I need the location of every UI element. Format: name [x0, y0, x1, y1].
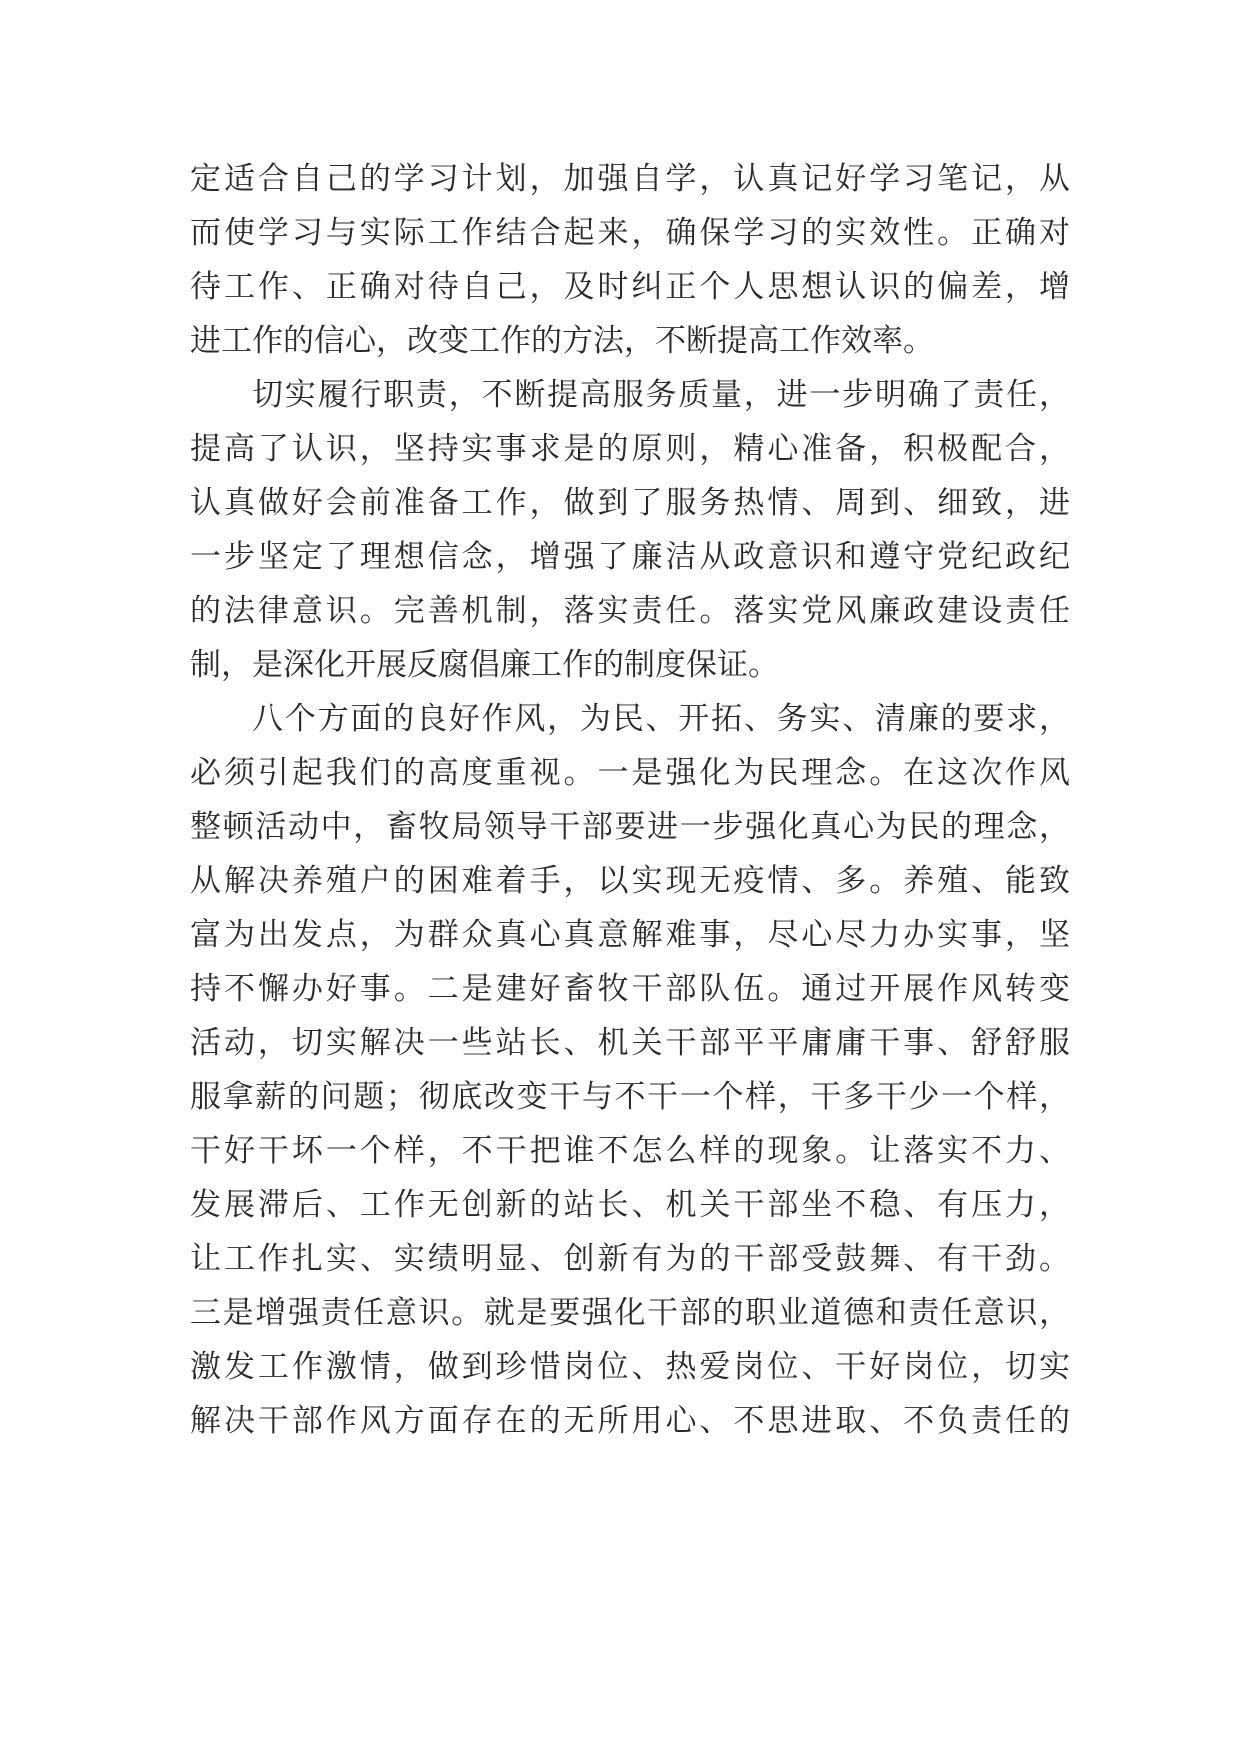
text-line: 制，是深化开展反腐倡廉工作的制度保证。	[190, 647, 779, 683]
paragraph-2	[190, 368, 1070, 692]
paragraph-3	[190, 692, 1070, 1448]
text-line: 必须引起我们的高度重视。一是强化为民理念。在这次作风	[190, 755, 1070, 791]
text-line: 让工作扎实、实绩明显、创新有为的干部受鼓舞、有干劲。	[190, 1241, 1070, 1277]
body-text	[190, 152, 1070, 1448]
text-line: 提高了认识，坚持实事求是的原则，精心准备，积极配合，	[190, 431, 1070, 467]
text-line: 的法律意识。完善机制，落实责任。落实党风廉政建设责任	[190, 593, 1070, 629]
text-line: 富为出发点，为群众真心真意解难事，尽心尽力办实事，坚	[190, 917, 1070, 953]
text-line: 进工作的信心，改变工作的方法，不断提高工作效率。	[190, 323, 934, 359]
paragraph-1	[190, 152, 1070, 368]
text-line: 活动，切实解决一些站长、机关干部平平庸庸干事、舒舒服	[190, 1025, 1070, 1061]
text-line: 切实履行职责，不断提高服务质量，进一步明确了责任，	[252, 377, 1070, 413]
text-line: 干好干坏一个样，不干把谁不怎么样的现象。让落实不力、	[190, 1133, 1070, 1169]
text-line: 服拿薪的问题；彻底改变干与不干一个样，干多干少一个样，	[190, 1079, 1070, 1115]
text-line: 整顿活动中，畜牧局领导干部要进一步强化真心为民的理念，	[190, 809, 1070, 845]
text-line: 认真做好会前准备工作，做到了服务热情、周到、细致，进	[190, 485, 1070, 521]
text-line: 定适合自己的学习计划，加强自学，认真记好学习笔记，从	[190, 161, 1070, 197]
text-line: 从解决养殖户的困难着手，以实现无疫情、多。养殖、能致	[190, 863, 1070, 899]
text-line: 待工作、正确对待自己，及时纠正个人思想认识的偏差，增	[190, 269, 1070, 305]
text-line: 三是增强责任意识。就是要强化干部的职业道德和责任意识，	[190, 1295, 1070, 1331]
text-line: 持不懈办好事。二是建好畜牧干部队伍。通过开展作风转变	[190, 971, 1070, 1007]
text-line: 发展滞后、工作无创新的站长、机关干部坐不稳、有压力，	[190, 1187, 1070, 1223]
text-line: 一步坚定了理想信念，增强了廉洁从政意识和遵守党纪政纪	[190, 539, 1070, 575]
text-line: 解决干部作风方面存在的无所用心、不思进取、不负责任的	[190, 1403, 1070, 1439]
text-line: 八个方面的良好作风，为民、开拓、务实、清廉的要求，	[252, 701, 1070, 737]
text-line: 激发工作激情，做到珍惜岗位、热爱岗位、干好岗位，切实	[190, 1349, 1070, 1385]
text-line: 而使学习与实际工作结合起来，确保学习的实效性。正确对	[190, 215, 1070, 251]
